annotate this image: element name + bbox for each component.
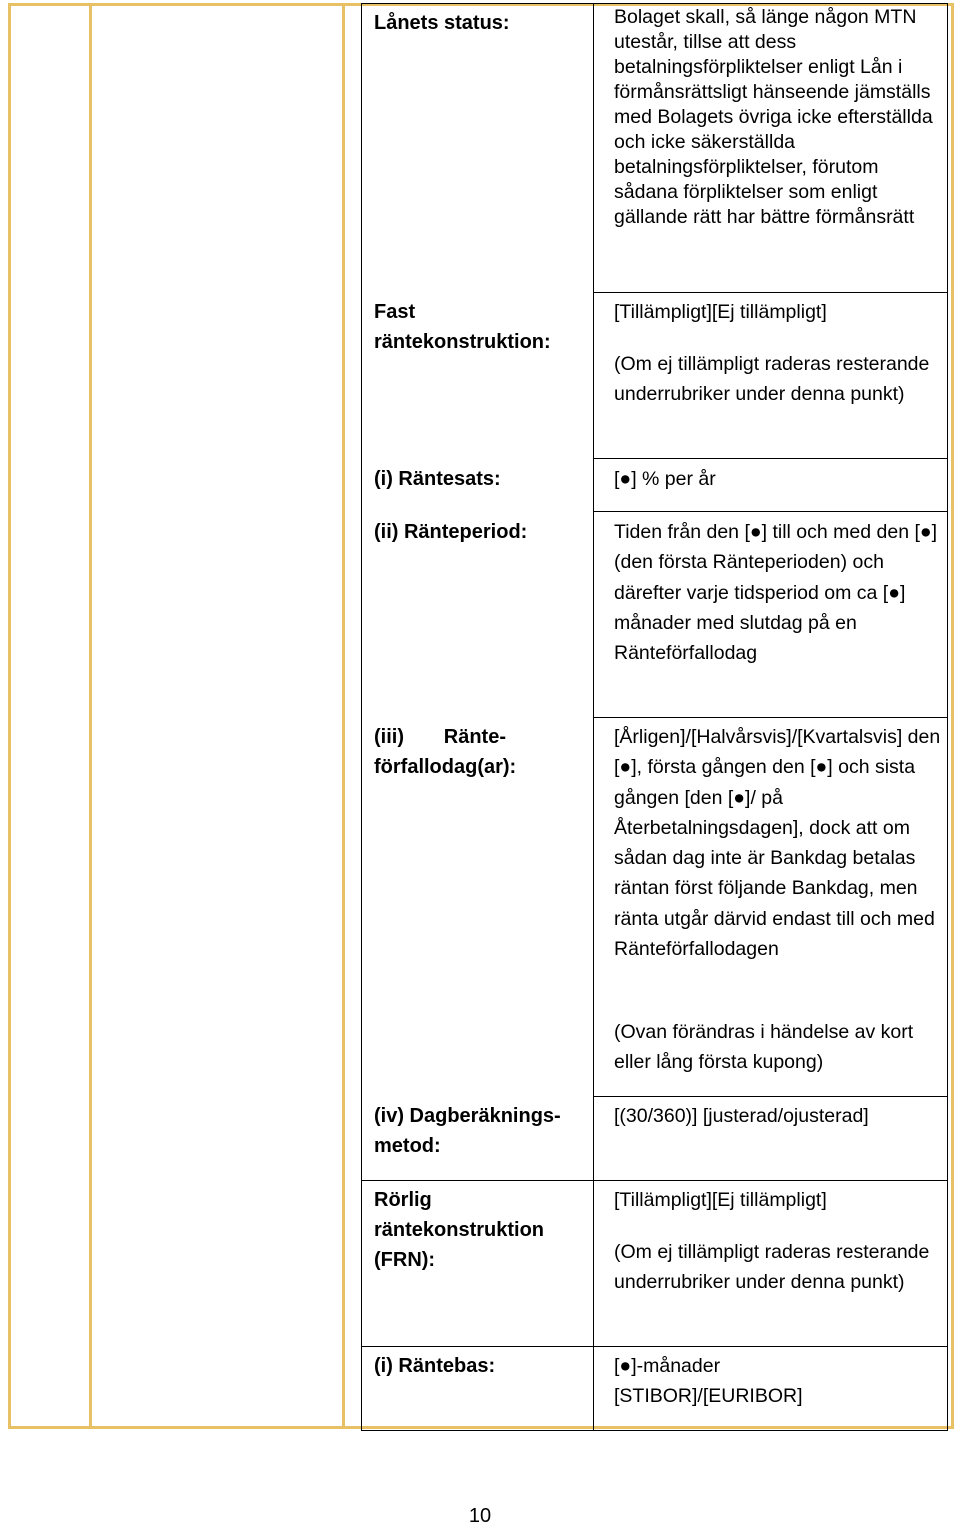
row-text-fast-status: [Tillämpligt][Ej tillämpligt] (614, 301, 827, 323)
text-line: [●]-månader (614, 1355, 721, 1377)
row-divider (593, 1096, 948, 1097)
row-text-rantebas (614, 1351, 944, 1412)
label-line: Rörlig (374, 1189, 432, 1211)
row-divider (593, 511, 948, 512)
label-line: räntekonstruktion: (374, 331, 551, 353)
text-line: [STIBOR]/[EURIBOR] (614, 1385, 803, 1408)
label-line: (iv) Dagberäknings- (374, 1105, 561, 1127)
row-divider (361, 1180, 948, 1181)
row-text-ranteforfallodag-note: (Ovan förändras i händelse av kort eller lång första kupong) (614, 1021, 914, 1074)
column-divider (342, 3, 345, 1429)
label-part: (iii) (374, 726, 404, 748)
label-line (374, 722, 506, 752)
row-label-rorlig-rantekonstruktion (374, 1185, 584, 1275)
row-divider (361, 1346, 948, 1347)
row-label-ranteforfallodag (374, 722, 584, 782)
row-label-ranteperiod: (ii) Ränteperiod: (374, 521, 528, 543)
column-divider (89, 3, 92, 1429)
row-text-lanets-status: Bolaget skall, så länge någon MTN utestår, tillse att dess betalningsförpliktelser enligt Lån i förmånsrättsligt hänseende jämställs med Bolagets övriga icke efterställda och icke säkerställda betalningsförpliktelser, förutom sådana förpliktelser som enligt gällande rätt har bättre förmånsrätt (614, 6, 933, 228)
row-text-ranteforfallodag: [Årligen]/[Halvårsvis]/[Kvartalsvis] den [●], första gången den [●] och sista gången [den [●]/ på Återbetalningsdagen], dock att om sådan dag inte är Bankdag betalas räntan först följande Bankdag, men ränta utgår därvid endast till och med Ränteförfallodagen (614, 726, 941, 961)
row-text-dagberakningsmetod: [(30/360)] [justerad/ojusterad] (614, 1105, 869, 1127)
row-text-ranteperiod: Tiden från den [●] till och med den [●] (den första Ränteperioden) och därefter varje tidsperiod om ca [●] månader med slutdag på en Ränteförfallodag (614, 521, 938, 665)
row-label-lanets-status: Lånets status: (374, 12, 510, 34)
label-part: Ränte- (443, 726, 506, 748)
row-text-rantesats: [●] % per år (614, 468, 716, 490)
row-label-rantesats: (i) Räntesats: (374, 468, 501, 490)
label-line: räntekonstruktion (374, 1219, 545, 1241)
row-text-rorlig-note: (Om ej tillämpligt raderas resterande underrubriker under denna punkt) (614, 1241, 930, 1294)
row-divider (593, 717, 948, 718)
row-text-fast-note: (Om ej tillämpligt raderas resterande underrubriker under denna punkt) (614, 353, 930, 406)
label-line: förfallodag(ar): (374, 756, 517, 778)
row-divider (593, 458, 948, 459)
row-label-dagberakningsmetod (374, 1101, 584, 1161)
page-number: 10 (468, 1505, 492, 1527)
row-label-fast-rantekonstruktion (374, 297, 584, 357)
row-divider (593, 292, 948, 293)
row-label-rantebas: (i) Räntebas: (374, 1355, 496, 1377)
row-text-rorlig-status: [Tillämpligt][Ej tillämpligt] (614, 1189, 827, 1211)
label-line: metod: (374, 1135, 441, 1157)
label-line: (FRN): (374, 1249, 436, 1271)
label-line: Fast (374, 301, 416, 323)
